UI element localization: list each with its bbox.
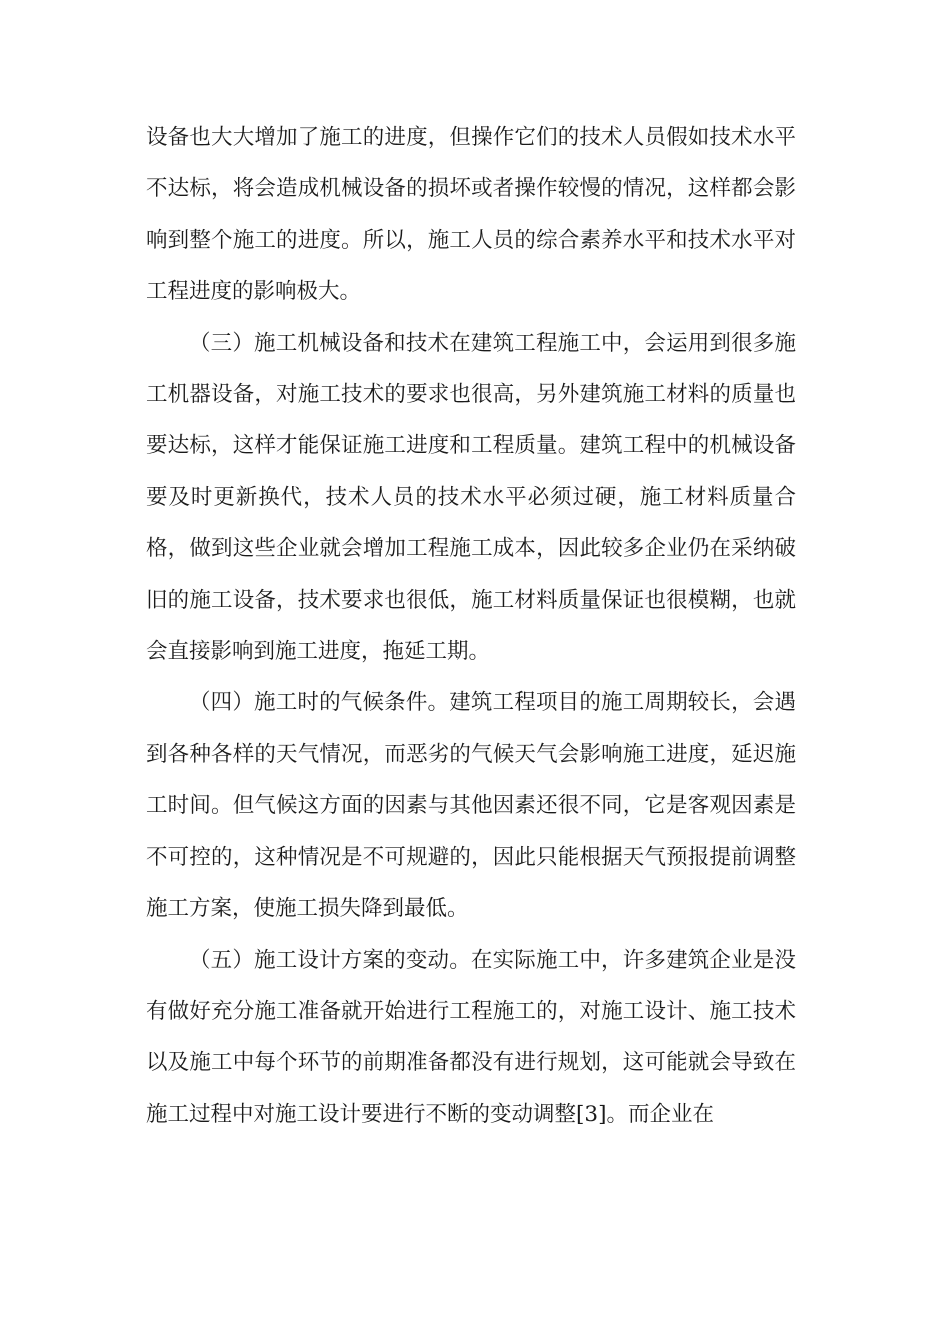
paragraph-machinery-technology: （三）施工机械设备和技术在建筑工程施工中，会运用到很多施工机器设备，对施工技术的要求也很高，另外建筑施工材料的质量也要达标，这样才能保证施工进度和工程质量。建筑工程中的机械设备要及时更新换代，技术人员的技术水平必须过硬，施工材料质量合格，做到这些企业就会增加工程施工成本，因此较多企业仍在采纳破旧的施工设备，技术要求也很低，施工材料质量保证也很模糊，也就会直接影响到施工进度，拖延工期。 <box>146 330 796 665</box>
document-body <box>146 112 796 1140</box>
paragraph-continuation: 设备也大大增加了施工的进度，但操作它们的技术人员假如技术水平不达标，将会造成机械设备的损坏或者操作较慢的情况，这样都会影响到整个施工的进度。所以，施工人员的综合素养水平和技术水平对工程进度的影响极大。 <box>146 125 796 305</box>
paragraph-weather-conditions: （四）施工时的气候条件。建筑工程项目的施工周期较长，会遇到各种各样的天气情况，而恶劣的气候天气会影响施工进度，延迟施工时间。但气候这方面的因素与其他因素还很不同，它是客观因素是不可控的，这种情况是不可规避的，因此只能根据天气预报提前调整施工方案，使施工损失降到最低。 <box>146 690 796 922</box>
paragraph-design-changes: （五）施工设计方案的变动。在实际施工中，许多建筑企业是没有做好充分施工准备就开始进行工程施工的，对施工设计、施工技术以及施工中每个环节的前期准备都没有进行规划，这可能就会导致在施工过程中对施工设计要进行不断的变动调整[3]。而企业在 <box>146 947 796 1127</box>
